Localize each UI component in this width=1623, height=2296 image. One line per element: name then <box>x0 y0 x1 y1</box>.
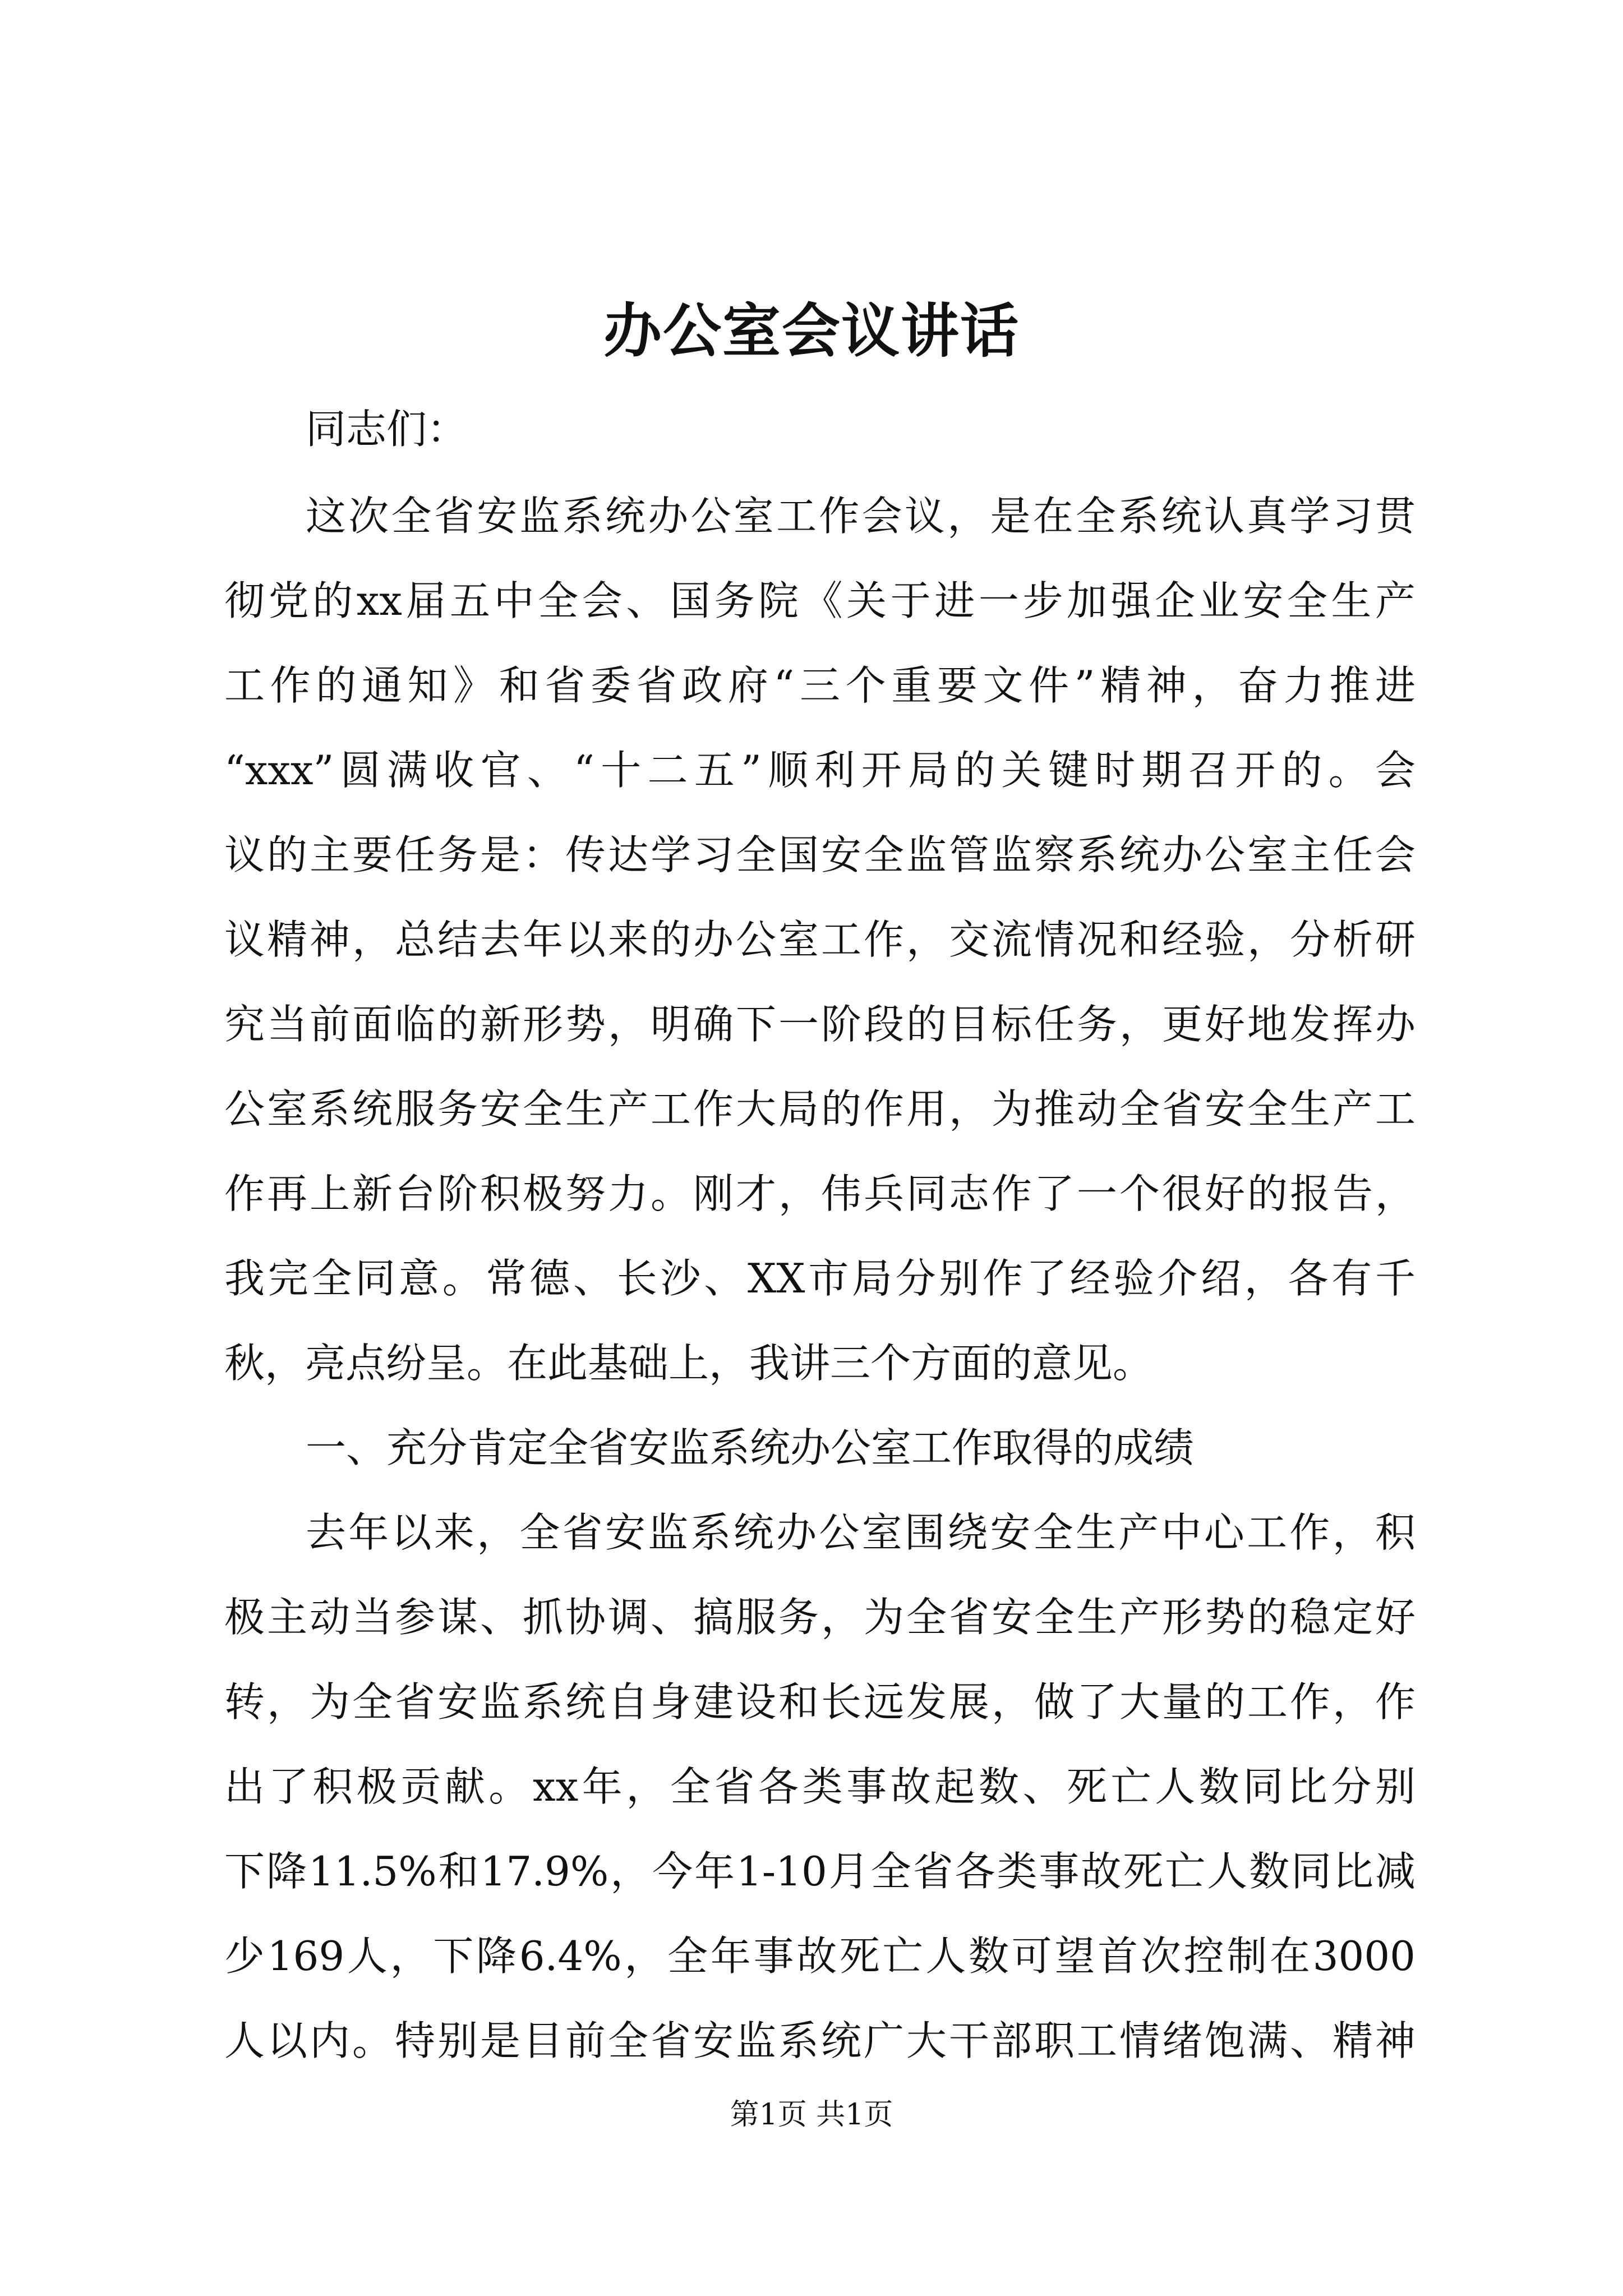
paragraph-line: 秋，亮点纷呈。在此基础上，我讲三个方面的意见。 <box>224 1340 1154 1387</box>
paragraph-line: 下降11.5%和17.9%，今年1-10月全省各类事故死亡人数同比减 <box>224 1848 1415 1895</box>
document-title: 办公室会议讲话 <box>603 296 1020 365</box>
paragraph-line: 出了积极贡献。xx年，全省各类事故起数、死亡人数同比分别 <box>224 1763 1415 1810</box>
paragraph-line: 少169人，下降6.4%，全年事故死亡人数可望首次控制在3000 <box>224 1932 1415 1980</box>
paragraph-line: 议的主要任务是：传达学习全国安全监管监察系统办公室主任会 <box>224 831 1415 878</box>
paragraph-line: 去年以来，全省安监系统办公室围绕安全生产中心工作，积 <box>306 1509 1415 1556</box>
paragraph-line: 议精神，总结去年以来的办公室工作，交流情况和经验，分析研 <box>224 916 1415 963</box>
paragraph-line: 公室系统服务安全生产工作大局的作用，为推动全省安全生产工 <box>224 1085 1415 1133</box>
paragraph-line: 作再上新台阶积极努力。刚才，伟兵同志作了一个很好的报告， <box>224 1170 1415 1217</box>
paragraph-line: 极主动当参谋、抓协调、搞服务，为全省安全生产形势的稳定好 <box>224 1594 1415 1641</box>
paragraph-line: 工作的通知》和省委省政府“三个重要文件”精神，奋力推进 <box>224 662 1415 709</box>
paragraph-line: 我完全同意。常德、长沙、XX市局分别作了经验介绍，各有千 <box>224 1255 1415 1302</box>
paragraph-line: “xxx”圆满收官、“十二五”顺利开局的关键时期召开的。会 <box>224 747 1415 794</box>
paragraph-line: 人以内。特别是目前全省安监系统广大干部职工情绪饱满、精神 <box>224 2017 1415 2064</box>
salutation-line: 同志们： <box>306 406 468 453</box>
paragraph-line: 这次全省安监系统办公室工作会议，是在全系统认真学习贯 <box>306 493 1415 540</box>
page-number: 第1页 共1页 <box>730 2098 893 2132</box>
paragraph-line: 彻党的xx届五中全会、国务院《关于进一步加强企业安全生产 <box>224 577 1415 624</box>
paragraph-line: 转，为全省安监系统自身建设和长远发展，做了大量的工作，作 <box>224 1678 1415 1726</box>
paragraph-line: 究当前面临的新形势，明确下一阶段的目标任务，更好地发挥办 <box>224 1001 1415 1048</box>
section-heading: 一、充分肯定全省安监系统办公室工作取得的成绩 <box>306 1424 1195 1471</box>
